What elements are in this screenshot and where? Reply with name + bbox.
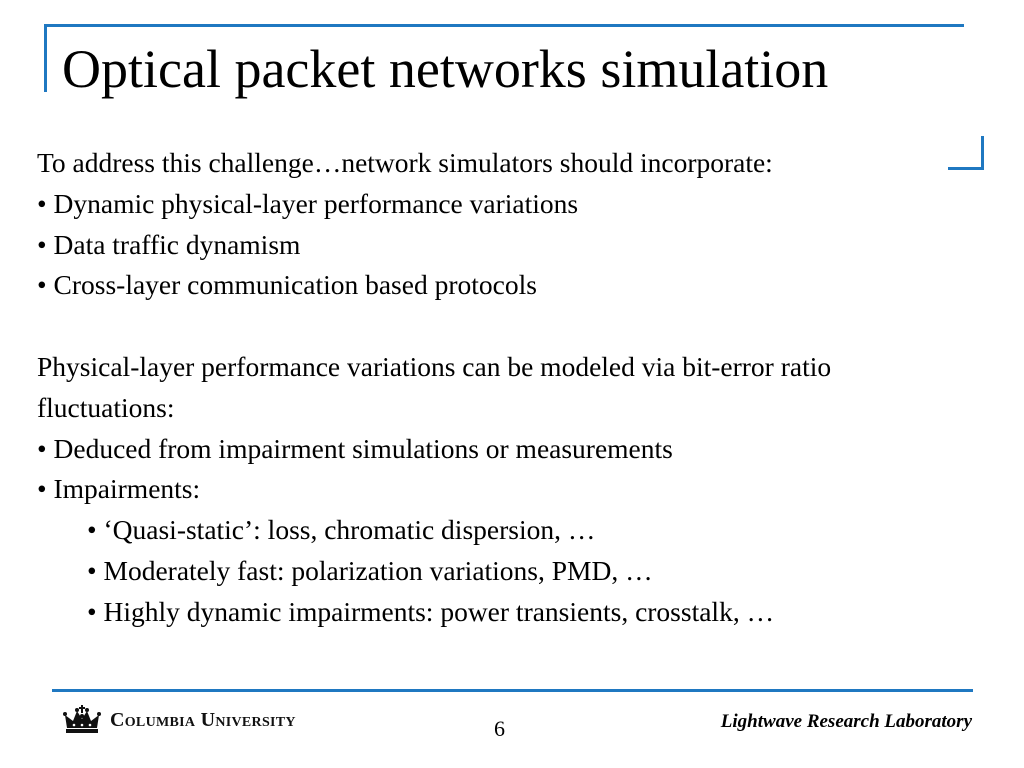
slide-body (37, 143, 1007, 633)
body-line: To address this challenge…network simulators should incorporate: (37, 147, 773, 178)
bullet-item: • Deduced from impairment simulations or measurements (37, 432, 673, 464)
university-name: Columbia University (110, 708, 296, 731)
page-number: 6 (494, 716, 505, 741)
university-logo (62, 704, 296, 736)
lab-name: Lightwave Research Laboratory (720, 711, 972, 732)
bullet-item: • Data traffic dynamism (37, 228, 301, 260)
bullet-item: • Dynamic physical-layer performance variations (37, 187, 579, 219)
sub-bullet-item: • Highly dynamic impairments: power transients, crosstalk, … (87, 595, 775, 627)
sub-bullet-item: • Moderately fast: polarization variations, PMD, … (87, 554, 653, 586)
spacer (37, 306, 1007, 347)
sub-bullet-item: • ‘Quasi-static’: loss, chromatic dispersion, … (87, 514, 596, 546)
slide-title: Optical packet networks simulation (62, 39, 829, 99)
footer-rule (52, 689, 973, 692)
bullet-item: • Cross-layer communication based protocols (37, 269, 537, 301)
crown-icon (62, 705, 102, 735)
bullet-item: • Impairments: (37, 473, 201, 505)
frame-left-rule (44, 24, 47, 92)
body-line: fluctuations: (37, 391, 175, 423)
body-line: Physical-layer performance variations can be modeled via bit-error ratio (37, 350, 832, 382)
frame-top-rule (44, 24, 964, 27)
